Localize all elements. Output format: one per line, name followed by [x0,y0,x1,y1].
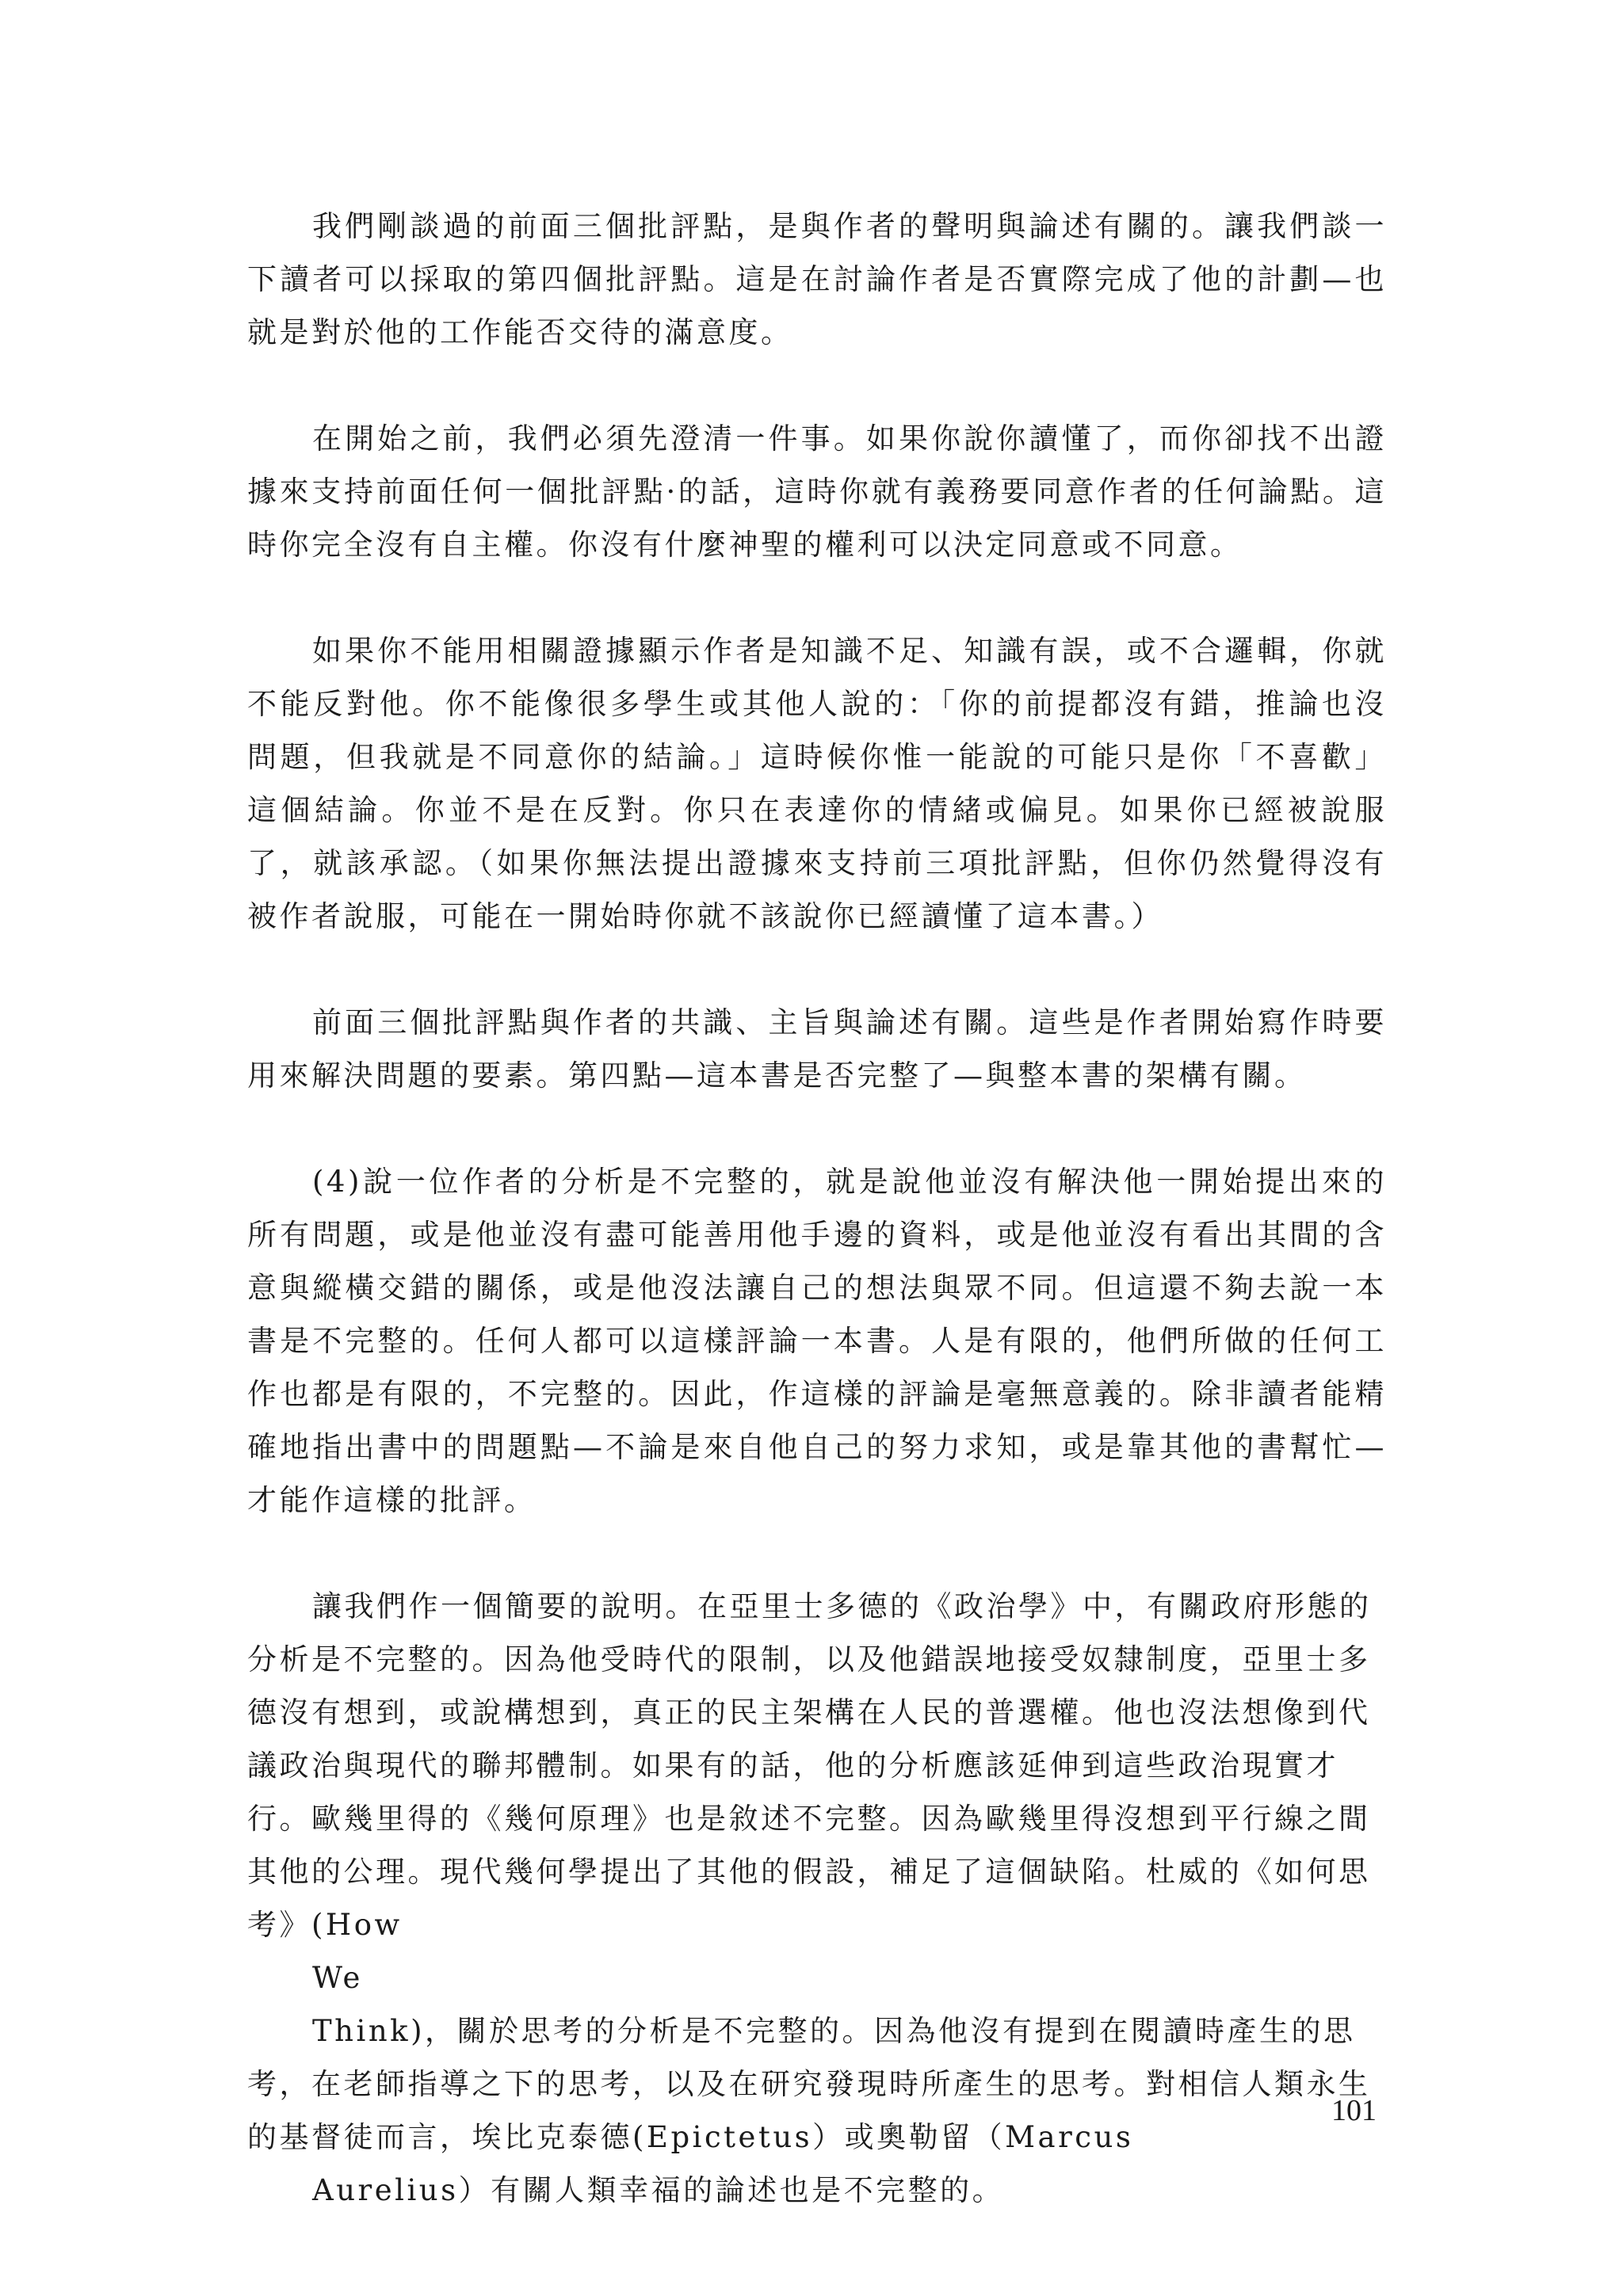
text-line: Think)，關於思考的分析是不完整的。因為他沒有提到在閱讀時產生的思 [312,2014,1356,2048]
paragraph-5: (4)說一位作者的分析是不完整的，就是說他並沒有解決他一開始提出來的所有問題，或是他並沒有盡可能善用他手邊的資料，或是他並沒有看出其間的含意與縱橫交錯的關係，或是他沒法讓自己的想法與眾不同。但這還不夠去說一本書是不完整的。任何人都可以這樣評論一本書。人是有限的，他們所做的任何工作也都是有限的，不完整的。因此，作這樣的評論是毫無意義的。除非讀者能精確地指出書中的問題點—不論是來自他自己的努力求知，或是靠其他的書幫忙—才能作這樣的批評。 [247,1165,1387,1517]
text-line: 行。歐幾里得的《幾何原理》也是敘述不完整。因為歐幾里得沒想到平行線之間 [247,1802,1371,1836]
text-line: 考，在老師指導之下的思考，以及在研究發現時所產生的思考。對相信人類永生 [247,2067,1371,2101]
text-line: 分析是不完整的。因為他受時代的限制，以及他錯誤地接受奴隸制度，亞里士多 [247,1642,1371,1676]
paragraph-3: 如果你不能用相關證據顯示作者是知識不足、知識有誤，或不合邏輯，你就不能反對他。你不能像很多學生或其他人說的：「你的前提都沒有錯，推論也沒問題，但我就是不同意你的結論。」這時候你惟一能說的可能只是你「不喜歡」這個結論。你並不是在反對。你只在表達你的情緒或偏見。如果你已經被說服了，就該承認。（如果你無法提出證據來支持前三項批評點，但你仍然覺得沒有被作者說服，可能在一開始時你就不該說你已經讀懂了這本書。） [247,634,1387,933]
text-line: 議政治與現代的聯邦體制。如果有的話，他的分析應該延伸到這些政治現實才 [247,1749,1338,1783]
paragraph-4: 前面三個批評點與作者的共識、主旨與論述有關。這些是作者開始寫作時要用來解決問題的要素。第四點—這本書是否完整了—與整本書的架構有關。 [247,1005,1387,1093]
body-text [247,200,1387,2217]
text-line: 的基督徒而言，埃比克泰德(Epictetus）或奧勒留（Marcus [247,2120,1134,2154]
text-line: 考》(How [247,1908,403,1942]
paragraph-2: 在開始之前，我們必須先澄清一件事。如果你說你讀懂了，而你卻找不出證據來支持前面任何一個批評點·的話，這時你就有義務要同意作者的任何論點。這時你完全沒有自主權。你沒有什麼神聖的權利可以決定同意或不同意。 [247,421,1387,562]
paragraph-6 [247,1580,1387,2217]
text-line: Aurelius）有關人類幸福的論述也是不完整的。 [312,2173,1005,2207]
text-line: 讓我們作一個簡要的說明。在亞里士多德的《政治學》中，有關政府形態的 [312,1589,1372,1623]
paragraph-1: 我們剛談過的前面三個批評點，是與作者的聲明與論述有關的。讓我們談一下讀者可以採取的第四個批評點。這是在討論作者是否實際完成了他的計劃—也就是對於他的工作能否交待的滿意度。 [247,209,1387,349]
page-number: 101 [1331,2094,1377,2127]
text-line: We [312,1961,363,1995]
text-line: 其他的公理。現代幾何學提出了其他的假設，補足了這個缺陷。杜威的《如何思 [247,1855,1371,1889]
text-line: 德沒有想到，或說構想到，真正的民主架構在人民的普選權。他也沒法想像到代 [247,1695,1371,1730]
